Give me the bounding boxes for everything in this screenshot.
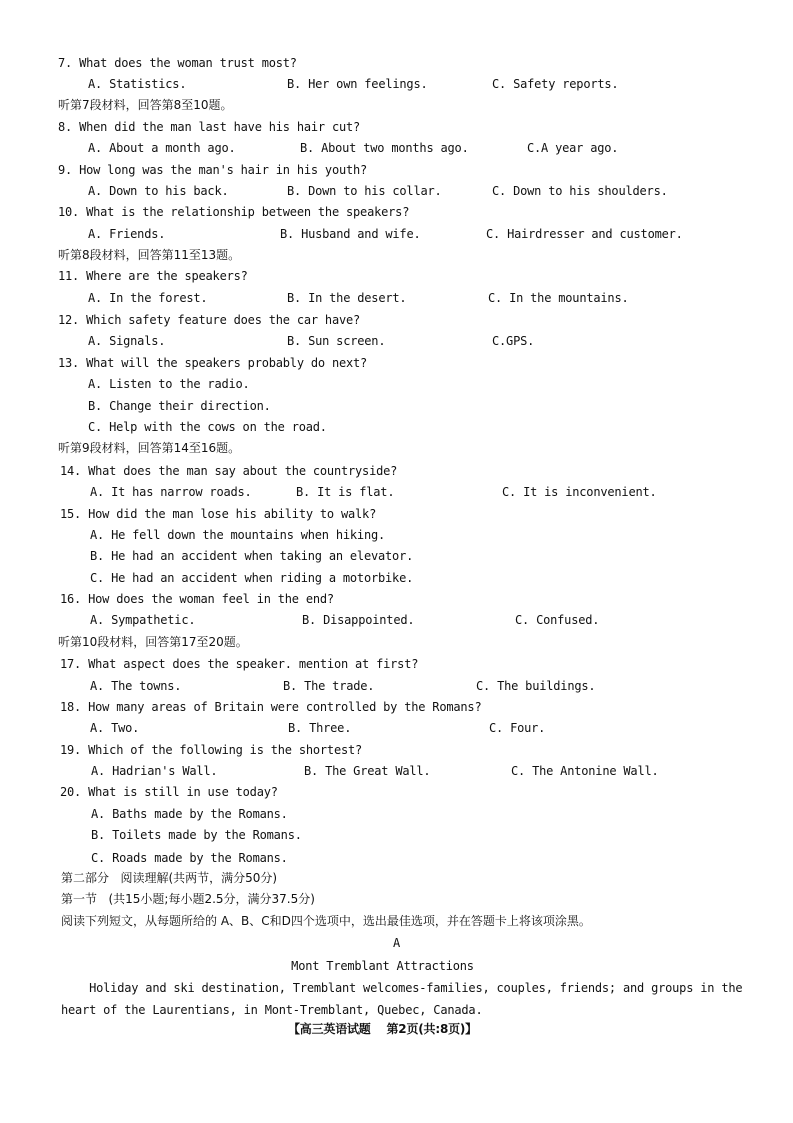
question-16: 16. How does the woman feel in the end? xyxy=(60,592,334,606)
section-10-instruction: 听第10段材料，回答第17至20题。 xyxy=(58,635,248,649)
question-15: 15. How did the man lose his ability to walk? xyxy=(60,507,377,521)
question-11-option-a: A. In the forest. xyxy=(88,291,208,305)
question-17: 17. What aspect does the speaker. mention at first? xyxy=(60,657,419,671)
passage-line-2: heart of the Laurentians, in Mont-Tremblant, Quebec, Canada. xyxy=(61,1003,483,1017)
question-9: 9. How long was the man's hair in his youth? xyxy=(58,163,368,177)
question-8-option-a: A. About a month ago. xyxy=(88,141,236,155)
question-7-option-a: A. Statistics. xyxy=(88,77,187,91)
question-10: 10. What is the relationship between the speakers? xyxy=(58,205,410,219)
question-20-option-a: A. Baths made by the Romans. xyxy=(91,807,288,821)
question-9-option-b: B. Down to his collar. xyxy=(287,184,442,198)
question-17-option-b: B. The trade. xyxy=(283,679,375,693)
passage-line-1: Holiday and ski destination, Tremblant welcomes-families, couples, friends; and groups in the xyxy=(61,981,743,995)
question-10-option-c: C. Hairdresser and customer. xyxy=(486,227,683,241)
question-13-option-a: A. Listen to the radio. xyxy=(88,377,250,391)
question-15-option-a: A. He fell down the mountains when hiking. xyxy=(90,528,386,542)
question-13: 13. What will the speakers probably do next? xyxy=(58,356,368,370)
question-7: 7. What does the woman trust most? xyxy=(58,56,297,70)
question-13-option-c: C. Help with the cows on the road. xyxy=(88,420,327,434)
question-10-option-a: A. Friends. xyxy=(88,227,166,241)
question-9-option-a: A. Down to his back. xyxy=(88,184,229,198)
question-14: 14. What does the man say about the countryside? xyxy=(60,464,398,478)
question-8-option-b: B. About two months ago. xyxy=(300,141,469,155)
section-9-instruction: 听第9段材料，回答第14至16题。 xyxy=(58,441,241,455)
question-16-option-c: C. Confused. xyxy=(515,613,600,627)
question-11-option-c: C. In the mountains. xyxy=(488,291,629,305)
question-11: 11. Where are the speakers? xyxy=(58,269,248,283)
passage-letter: A xyxy=(392,936,401,950)
question-15-option-b: B. He had an accident when taking an elevator. xyxy=(90,549,414,563)
question-14-option-b: B. It is flat. xyxy=(296,485,395,499)
page-footer: 【高三英语试题 第2页(共:8页)】 xyxy=(288,1022,477,1036)
question-18-option-c: C. Four. xyxy=(489,721,546,735)
question-15-option-c: C. He had an accident when riding a motorbike. xyxy=(90,571,414,585)
question-19-option-a: A. Hadrian's Wall. xyxy=(91,764,218,778)
question-17-option-c: C. The buildings. xyxy=(476,679,596,693)
question-19-option-c: C. The Antonine Wall. xyxy=(511,764,659,778)
section-7-instruction: 听第7段材料，回答第8至10题。 xyxy=(58,98,233,112)
question-14-option-a: A. It has narrow roads. xyxy=(90,485,252,499)
question-19: 19. Which of the following is the shortest? xyxy=(60,743,363,757)
question-7-option-b: B. Her own feelings. xyxy=(287,77,428,91)
question-10-option-b: B. Husband and wife. xyxy=(280,227,421,241)
question-11-option-b: B. In the desert. xyxy=(287,291,407,305)
question-8: 8. When did the man last have his hair cut? xyxy=(58,120,361,134)
question-12-option-c: C.GPS. xyxy=(492,334,535,348)
question-12: 12. Which safety feature does the car have? xyxy=(58,313,361,327)
question-16-option-a: A. Sympathetic. xyxy=(90,613,196,627)
question-18-option-a: A. Two. xyxy=(90,721,140,735)
question-17-option-a: A. The towns. xyxy=(90,679,182,693)
reading-instruction: 阅读下列短文，从每题所给的 A、B、C和D四个选项中，选出最佳选项，并在答题卡上将该项涂黑。 xyxy=(61,914,591,928)
part-two-heading: 第二部分 阅读理解(共两节，满分50分) xyxy=(61,871,278,885)
passage-title: Mont Tremblant Attractions xyxy=(291,959,474,973)
question-19-option-b: B. The Great Wall. xyxy=(304,764,431,778)
question-14-option-c: C. It is inconvenient. xyxy=(502,485,657,499)
question-12-option-a: A. Signals. xyxy=(88,334,166,348)
question-13-option-b: B. Change their direction. xyxy=(88,399,271,413)
question-20: 20. What is still in use today? xyxy=(60,785,278,799)
question-16-option-b: B. Disappointed. xyxy=(302,613,415,627)
question-7-option-c: C. Safety reports. xyxy=(492,77,619,91)
question-20-option-b: B. Toilets made by the Romans. xyxy=(91,828,302,842)
section-one-heading: 第一节 (共15小题;每小题2.5分，满分37.5分) xyxy=(61,892,315,906)
question-12-option-b: B. Sun screen. xyxy=(287,334,386,348)
section-8-instruction: 听第8段材料，回答第11至13题。 xyxy=(58,248,241,262)
question-18-option-b: B. Three. xyxy=(288,721,352,735)
question-9-option-c: C. Down to his shoulders. xyxy=(492,184,668,198)
question-8-option-c: C.A year ago. xyxy=(527,141,619,155)
question-20-option-c: C. Roads made by the Romans. xyxy=(91,851,288,865)
question-18: 18. How many areas of Britain were controlled by the Romans? xyxy=(60,700,482,714)
